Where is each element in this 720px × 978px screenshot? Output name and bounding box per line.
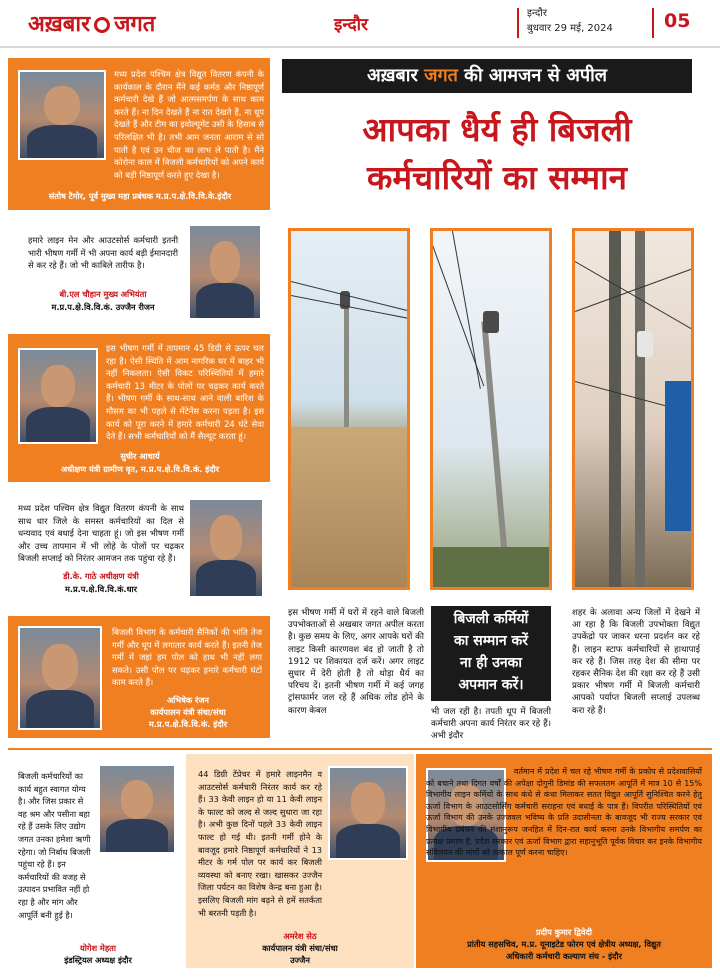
article-column-3: शहर के अलावा अन्य जिलों में देखने में आ रहा है कि बिजली उपभोक्ता विद्युत उपकेंद्रो पर जाकर धरना प्रदर्शन कर रहे हैं। लाइन स्टाफ कर्मचारियों से हाथापाई कर रहे हैं। जिस तरह देश की सीमा पर रहकर सैनिक देश की रक्षा कर रहे हैं उसी प्रकार भीषण गर्मी में बिजली कर्मचारी आपको पर्याप्त बिजली सप्लाई उपलब्ध करा रहे हैं। (572, 608, 700, 716)
appeal-callout (431, 606, 551, 701)
quote-text: 44 डिग्री टेंप्रेचर में हमारे लाइनमैन व आउटसोर्स कर्मचारी निरंतर कार्य कर रहे हैं। 33 केवी लाइन हो या 11 केवी लाइन के फाल्ट को जल्द से जल्द सुधारा जा रहा है। अभी कुछ दिनों पहले 33 केवी लाइन फाल्ट हो गई थी। इतनी गर्मी होने के बावजूद हमारे निष्ठापूर्ण कर्मचारियों ने 13 मीटर के गर्म पोल पर कार्य कर बिजली व्यवस्था को बनाए रखा। खासकर उज्जैन जिला पर्यटन का विशेष केन्द्र बना हुआ है। इसलिए बिजली मांग बढ़ने से हमें सतर्कता भी बरतनी पड़ती है। (198, 769, 322, 918)
callout-line-3: ना ही उनका (459, 655, 523, 671)
quote-box-7 (186, 754, 414, 968)
quote-signature-title: म.प्र.प.क्षे.वि.वि.कं. उज्जैन रीजन (51, 302, 155, 312)
logo-text-left: अख़बार (28, 12, 91, 37)
quote-signature-title: कार्यपालन यंत्री संधा/संधा (150, 707, 226, 717)
appeal-banner (282, 59, 692, 93)
lineman-photo-3 (572, 228, 694, 590)
quote-text: बिजली कर्मचारियों का कार्य बहुत स्वागत योग्य है। और जिस प्रकार से वह श्रम और पसीना बहा रहे हैं उसके लिए उद्योग जगत उनका हमेशा ऋणी रहेगा। जो निर्बाध बिजली पहुंचा रहे हैं। इन कर्मचारियों की वजह से उत्पादन प्रभावित नहीं हो रहा है और मांग और आपूर्ति बनी हुई है। (18, 771, 91, 920)
quote-signature-name: अमरेश सेठ (283, 931, 317, 941)
quote-text: बिजली विभाग के कर्मचारी सैनिकों की भांति तेज गर्मी और धूप में लगातार कार्य करते हैं। इतनी तेज गर्मी में जहां हम पोल को हाथ भी नहीं लगा सकते। उसी पोल पर चढ़कर हमारे कर्मचारी घंटों काम करते हैं। (112, 627, 262, 688)
quote-signature-office: म.प्र.प.क्षे.वि.वि.कं. इंदौर (148, 719, 228, 729)
city-name: इन्दौर (334, 15, 368, 35)
quote-signature-office: अधिकारी कर्मचारी कल्याण संघ - इंदौर (506, 951, 622, 961)
quote-signature: संतोष टैगोर, पूर्व मुख्य महा प्रबंधक म.प्र.प.क्षे.वि.वि.के.इंदौर (48, 191, 232, 201)
header-divider (517, 8, 519, 38)
appeal-prefix: अख़बार (367, 65, 418, 86)
portrait-photo (188, 224, 262, 320)
callout-line-4: अपमान करें। (458, 677, 524, 693)
portrait-photo (18, 626, 102, 730)
divider-rule (8, 748, 712, 750)
quote-box-8 (416, 754, 712, 968)
lineman-photo-1 (288, 228, 410, 590)
quote-signature-office: उज्जैन (290, 955, 310, 965)
lineman-photo-2 (430, 228, 552, 590)
quote-box-1 (8, 58, 270, 210)
headline-line-1: आपका धैर्य ही बिजली (362, 110, 632, 149)
quote-signature-name: योगेश मेहता (80, 943, 116, 953)
portrait-photo (18, 70, 106, 160)
quote-signature-name: बी.एल चौहान मुख्य अभियंता (59, 289, 147, 299)
quote-box-3 (8, 334, 270, 482)
article-column-1: इस भीषण गर्मी में घरों में रहने वाले बिजली उपभोक्ताओं से अखबार जगत अपील करता है। कुछ समय के लिए, अगर आपके घरों की लाइट किसी कारणवश बंद हो जाती है तो 1912 पर शिकायत दर्ज करें। अगर लाइट सुधार में देरी होती है तो थोड़ा धैर्य का परिचय दें। इतनी भीषण गर्मी में कई जगह ट्रांसफार्मर जल रहे हैं अधिक लोड होने के कारण केबल (288, 608, 424, 716)
quote-signature-name: अभिषेक रंजन (167, 695, 209, 705)
callout-line-1: बिजली कर्मियों (453, 611, 529, 627)
quote-signature-title: कार्यपालन यंत्री संधा/संधा (262, 943, 338, 953)
callout-line-2: का सम्मान करें (453, 633, 529, 649)
portrait-photo (98, 764, 176, 854)
logo-text-right: जगत (114, 12, 156, 37)
quote-text: हमारे लाइन मेन और आउटसोर्स कर्मचारी इतनी भारी भीषण गर्मी में भी अपना कार्य बड़ी ईमानदारी से कर रहे हैं। जो भी काबिले तारीफ है। (28, 235, 178, 271)
masthead-logo (28, 8, 155, 38)
quote-box-4 (8, 490, 270, 608)
logo-mark-icon (94, 17, 110, 33)
quote-signature-title: प्रांतीय सहसचिव, म.प्र. यूनाइटेड फोरम एवं क्षेत्रीय अध्यक्ष, विद्युत (467, 939, 661, 949)
issue-date: बुधवार 29 मई, 2024 (527, 23, 613, 34)
header-divider (652, 8, 654, 38)
quote-box-6 (8, 754, 184, 968)
quote-box-2 (8, 218, 270, 324)
page-number: 05 (664, 10, 691, 32)
quote-text-part (18, 770, 94, 921)
quote-signature-name: डी.के. गाठे अधीक्षण यंत्री (63, 571, 139, 581)
portrait-photo (328, 766, 408, 860)
quote-box-5 (8, 616, 270, 738)
quote-text: वर्तमान में प्रदेश में चल रहे भीषण गर्मी के प्रकोप से प्रदेशवासियों को बचाने तथा दिगत वर्षों की अपेक्षा दोगुनी डिमांड की सफलतम आपूर्ति में मात्र 10 से 15% विभागीय लाइन कर्मियों के साथ कंधे से कंधा मिलाकर सतत विद्युत आपूर्ति सुनिश्चित करने हेतु ऊर्जा विभाग के आउटसोर्सिंग कर्मचारी सराहना एवं बधाई के पात्र हैं। विपरीत परिस्थितियों एवं ऊर्जा विभाग की उनके उज्जवल भविष्य के प्रति उदासीनता के बावजूद भी राज्य सरकार एवं विभागीय प्रबंधन की मंशानुरूप जनहित में दिन-रात कार्य करना उनके विभागीय समर्पण का प्रत्यक्ष प्रमाण है, प्रदेश सरकार एवं ऊर्जा विभाग द्वारा सहानुभूति पूर्वक विचार कर इनके विभागीय संविलयन की मांगों को तत्काल पूर्ण करना चाहिए। (426, 767, 702, 858)
quote-text: मध्य प्रदेश पश्चिम क्षेत्र विद्युत वितरण कंपनी के साथ साथ धार जिले के समस्त कर्मचारियों का दिल से धन्यवाद एवं बधाई देना चाहता हूं। जो इस भीषण गर्मी और उच्च तापमान में भी लोहे के पोलों पर चढ़कर बिजली सप्लाई को निरंतर आमजन तक पहुंचा रहे हैं। (18, 503, 184, 564)
building (665, 381, 691, 531)
portrait-photo (18, 348, 98, 444)
quote-signature-title: अधीक्षण यंत्री ग्रामीण वृत, म.प्र.प.क्षे.वि.वि.कं. इंदौर (60, 464, 220, 474)
date-city: इन्दौर (527, 8, 547, 19)
article-column-2: भी जल रही है। तपती धूप में बिजली कर्मचारी अपना कार्य निरंतर कर रहे हैं। अभी इंदौर (431, 707, 551, 742)
appeal-suffix: की आमजन से अपील (464, 65, 607, 86)
appeal-highlight: जगत (424, 65, 458, 86)
quote-text: मध्य प्रदेश पश्चिम क्षेत्र विद्युत वितरण कंपनी के कार्यकाल के दौरान मैंने कई कर्मठ और निष्ठापूर्ण कर्मचारी देखे हैं जो आत्मसमर्पण के साथ काम करते हैं। ना दिन देखते हैं ना रात देखते हैं, ना धूप देखते हैं और टीम का इवोल्यूमेंट उसी के हिसाब से परिलक्षित भी है। तभी आम जनता आराम से सो पाती है एवं उन चीज का लाभ ले पाती है। मैंने कोरोना काल में बिजली कर्मचारियों को अपने कार्य को बड़ी निष्ठापूर्ण करते हुए देखा है। (114, 69, 264, 180)
headline-line-2: कर्मचारियों का सम्मान (367, 158, 627, 197)
portrait-photo (188, 498, 264, 598)
quote-signature-name: सुधीर आचार्य (120, 451, 160, 461)
quote-signature-title: इंडस्ट्रियल अध्यक्ष इंदौर (64, 955, 132, 965)
main-headline (282, 106, 712, 202)
quote-signature-title: म.प्र.प.क्षे.वि.वि.कं.धार (65, 584, 137, 594)
quote-signature-name: प्रदीप कुमार द्विवेदी (536, 927, 592, 937)
date-box (527, 6, 613, 36)
quote-text: इस भीषण गर्मी में तापमान 45 डिग्री से ऊपर चल रहा है। ऐसी स्थिति में आम नागरिक घर में बाहर भी नहीं निकलता। ऐसी विकट परिस्थितियों में हमारे कर्मचारी 13 मीटर के पोलों पर चढ़कर कार्य करते हैं। भीषण गर्मी के साथ-साथ आने वाली बारिश के मौसम का भी पहले से मेंटेनेंस करना पड़ता है। इस कार्य को पूरा करने में हमारे कर्मचारी 24 घंटे सेवा देते हैं। सभी कर्मचारियों को मैं सैल्यूट करता हूं। (106, 343, 264, 442)
